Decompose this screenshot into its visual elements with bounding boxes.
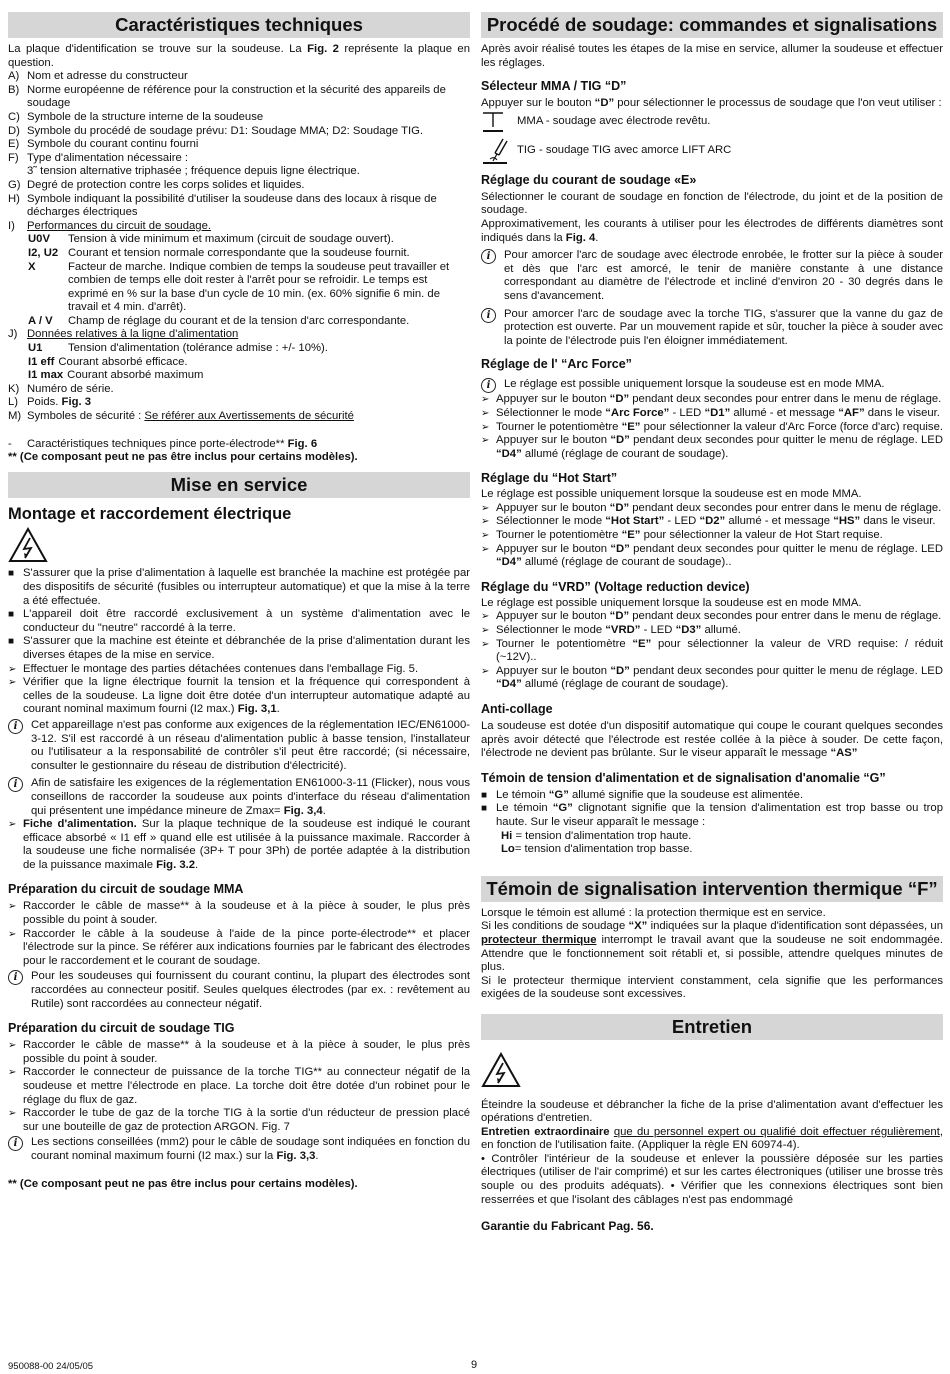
item-letter: I) — [8, 219, 15, 232]
item-letter: F) — [8, 151, 19, 164]
vrd-list — [481, 610, 943, 692]
note-component: ** (Ce composant peut ne pas être inclus pour certains modèles). — [8, 451, 358, 464]
fiche-text: Fiche d'alimentation. Sur la plaque technique de la soudeuse est indiqué le courant efficace absorbé « I1 eff » quand elle est utilisée à la puissance maximale. Raccorder à la soudeuse une fiche normalisée (3P+ T pour 3Ph) de portée adaptée à la distribution de la puissance maximale Fig. 3.2. — [23, 818, 470, 871]
heading-courant: Réglage du courant de soudage «E» — [481, 172, 697, 187]
bullet-marker: ➢ — [8, 1108, 17, 1120]
tig-list — [8, 1039, 470, 1134]
bullet-marker: ➢ — [8, 677, 17, 689]
item-text: Poids. Fig. 3 — [27, 396, 92, 409]
perf-item — [8, 315, 470, 329]
right-column — [481, 12, 943, 1234]
cur-text: Sélectionner le courant de soudage en fonction de l'électrode, du joint et de la position de soudage. — [481, 190, 943, 217]
bullet-marker: ➢ — [8, 1040, 17, 1052]
bullet-text: Appuyer sur le bouton “D” pendant deux secondes pour quitter le menu de réglage. LED “D4” allumé (réglage de courant de soudage). — [496, 664, 943, 691]
item-text: Symbole du procédé de soudage prévu: D1: Soudage MMA; D2: Soudage TIG. — [27, 124, 424, 137]
pince-text: Caractéristiques techniques pince porte-électrode** Fig. 6 — [27, 437, 318, 450]
list-item — [8, 1107, 470, 1134]
info-note — [481, 249, 943, 303]
info-note — [8, 1136, 470, 1163]
bullet-text: Sélectionner le mode “Hot Start” - LED “D2” allumé - et message “HS” dans le viseur. — [496, 515, 936, 528]
info-text: Les sections conseillées (mm2) pour le câble de soudage sont indiquées en fonction du courant nominal maximum fourni (I2 max.) sur la Fig. 3,3. — [31, 1136, 470, 1162]
perf-item — [8, 261, 470, 315]
line-key: I1 max — [28, 369, 64, 382]
cur-text: Approximativement, les courants à utiliser pour les électrodes de différents diamètres sont indiqués dans la Fig. 4. — [481, 217, 943, 244]
section-title-caracteristiques: Caractéristiques techniques — [8, 12, 470, 38]
list-item — [8, 111, 470, 125]
item-letter: B) — [8, 83, 20, 96]
bullet-marker: ■ — [8, 568, 15, 580]
line-text: Courant absorbé efficace. — [58, 355, 188, 368]
temoin-text: Le témoin “G” clignotant signifie que la tension d'alimentation est trop basse ou trop haute. Sur le viseur apparaît le message : — [496, 802, 943, 828]
item-text: 3˜ tension alternative triphasée ; fréquence depuis ligne électrique. — [27, 165, 360, 178]
line-text: Courant absorbé maximum — [67, 369, 204, 382]
section-title-thermique: Témoin de signalisation intervention thermique “F” — [481, 876, 943, 902]
heading-anti-collage: Anti-collage — [481, 702, 553, 716]
info-icon: i — [8, 1136, 23, 1151]
info-icon: i — [481, 308, 496, 323]
list-item — [8, 635, 470, 662]
bullet-marker: ➢ — [481, 502, 490, 514]
bullet-text: Effectuer le montage des parties détachées contenues dans l'emballage Fig. 5. — [23, 662, 419, 675]
alimentation-list — [8, 342, 470, 383]
list-item: ■ Le témoin “G” clignotant signifie que la tension d'alimentation est trop basse ou trop haute. Sur le viseur apparaît le message : — [481, 802, 943, 828]
list-item — [8, 138, 470, 152]
info-icon: i — [8, 777, 23, 792]
item-text: Norme européenne de référence pour la construction et la sécurité des appareils de soudage — [27, 83, 446, 110]
list-item — [8, 193, 470, 220]
info-text: Pour amorcer l'arc de soudage avec électrode enrobée, le frotter sur la pièce à souder et dès que l'arc est amorcé, le tenir de manière constante à une distance correspondant au diamètre de l'électrode et incliné d'environ 20 - 30 degrés dans le sens d'avancement. — [504, 249, 943, 302]
item-letter: G) — [8, 178, 21, 191]
bullet-marker: ➢ — [481, 530, 490, 542]
list-item — [481, 624, 943, 638]
perf-key: U0V — [28, 233, 50, 246]
item-text: Symboles de sécurité : Se référer aux Avertissements de sécurité — [27, 410, 354, 423]
heading-temoin-g: Témoin de tension d'alimentation et de signalisation d'anomalie “G” — [481, 770, 886, 785]
list-item — [481, 393, 943, 407]
item-text: Données relatives à la ligne d'alimentation — [27, 328, 239, 341]
list-item — [8, 152, 470, 166]
bullet-text: Tourner le potentiomètre “E” pour sélectionner la valeur d'Arc Force (force d'arc) requise. — [496, 420, 943, 433]
list-item — [481, 529, 943, 543]
list-item — [8, 70, 470, 84]
info-text: Pour amorcer l'arc de soudage avec la torche TIG, s'assurer que la vanne du gaz de protection est ouverte. Par un mouvement rapide et sûr, toucher la pièce à souder avec la pointe de l'électrode puis l'en éloigner immédiatement. — [504, 307, 943, 347]
item-text: Symbole du courant continu fourni — [27, 138, 199, 151]
item-letter: H) — [8, 192, 20, 205]
bullet-marker: ➢ — [8, 901, 17, 913]
item-letter: M) — [8, 410, 22, 423]
info-icon: i — [481, 249, 496, 264]
bullet-text: Appuyer sur le bouton “D” pendant deux secondes pour entrer dans le menu de réglage. — [496, 393, 942, 406]
hs-intro: Le réglage est possible uniquement lorsque la soudeuse est en mode MMA. — [481, 488, 862, 501]
bullet-text: Tourner le potentiomètre “E” pour sélectionner la valeur de VRD requise: / réduit (~12V).. — [496, 637, 944, 664]
list-item — [8, 328, 470, 342]
line-key: I1 eff — [28, 355, 55, 368]
list-item — [8, 410, 470, 424]
dash-marker: - — [8, 437, 12, 450]
item-text: Nom et adresse du constructeur — [27, 70, 188, 83]
bullet-marker: ➢ — [481, 394, 490, 406]
list-item — [481, 434, 943, 461]
mma-label: MMA - soudage avec électrode revêtu. — [517, 114, 711, 127]
list-item — [8, 396, 470, 410]
list-item — [8, 383, 470, 397]
list-item — [481, 421, 943, 435]
electric-warning-icon — [481, 1052, 521, 1088]
perf-text: Champ de réglage du courant et de la tension d'arc correspondante. — [68, 314, 410, 327]
list-item — [8, 165, 470, 179]
heading-arc-force: Réglage de l' “Arc Force” — [481, 357, 632, 372]
item-letter: A) — [8, 70, 20, 83]
bullet-text: Appuyer sur le bouton “D” pendant deux secondes pour quitter le menu de réglage. LED “D4” allumé (réglage de courant de soudage). — [496, 434, 943, 460]
bullet-marker: ➢ — [481, 407, 490, 419]
list-item — [8, 179, 470, 193]
mma-list — [8, 900, 470, 968]
list-item — [481, 610, 943, 624]
heading-hot-start: Réglage du “Hot Start” — [481, 471, 618, 486]
bullet-marker: ➢ — [481, 435, 490, 447]
perf-key: A / V — [28, 314, 53, 327]
bullet-text: Raccorder le connecteur de puissance de la torche TIG** au connecteur négatif de la soudeuse et mettre l'électrode en place. La torche doit être dotée d'un robinet pour le réglage du flux de gaz. — [23, 1066, 470, 1106]
item-text: Numéro de série. — [27, 382, 114, 395]
bullet-marker: ➢ — [8, 928, 17, 940]
perf-text: Courant et tension normale correspondante que la soudeuse fournit. — [68, 246, 410, 259]
item-letter: L) — [8, 396, 19, 409]
list-item — [8, 663, 470, 677]
bullet-text: Appuyer sur le bouton “D” pendant deux secondes pour quitter le menu de réglage. LED “D4” allumé (réglage de courant de soudage).. — [496, 542, 943, 569]
bullet-text: Appuyer sur le bouton “D” pendant deux secondes pour entrer dans le menu de réglage. — [496, 610, 942, 623]
hi-line: Hi = tension d'alimentation trop haute. — [501, 829, 692, 842]
list-item — [8, 567, 470, 608]
list-item — [8, 84, 470, 111]
info-note — [481, 378, 943, 393]
item-letter: J) — [8, 328, 18, 341]
bullet-marker: ■ — [8, 636, 15, 648]
info-text: Le réglage est possible uniquement lorsque la soudeuse est en mode MMA. — [504, 378, 885, 391]
bullet-marker: ➢ — [481, 638, 490, 650]
item-letter: E) — [8, 138, 20, 151]
ent-text: Entretien extraordinaire que du personnel expert ou qualifié doit effectuer régulièrement, en fonction de l'utilisation faite. (Appliquer la règle EN 60974-4). — [481, 1125, 943, 1152]
heading-mma: Préparation du circuit de soudage MMA — [8, 882, 244, 897]
heading-tig: Préparation du circuit de soudage TIG — [8, 1021, 235, 1036]
temoin-text: Le témoin “G” allumé signifie que la soudeuse est alimentée. — [496, 788, 804, 801]
tech-items-tail — [8, 383, 470, 424]
bullet-text: S'assurer que la prise d'alimentation à laquelle est branchée la machine est protégée par des dispositifs de sécurité (fusibles ou interrupteur automatique) et que la mise à la terre a été effectuée. — [23, 567, 470, 607]
sel-text: Appuyer sur le bouton “D” pour sélectionner le processus de soudage que l'on veut utiliser : — [481, 97, 942, 110]
info-text: Pour les soudeuses qui fournissent du courant continu, la plupart des électrodes sont raccordées au connecteur positif. Seules quelques électrodes (par ex. : revêtement au Rutile) sont raccordées au connecteur négatif. — [31, 970, 470, 1010]
selector-tig — [481, 137, 943, 165]
tech-items-list — [8, 70, 470, 233]
garantie-text: Garantie du Fabricant Pag. 56. — [481, 1219, 654, 1234]
line-item — [8, 342, 470, 356]
bullet-marker: ➢ — [481, 543, 490, 555]
pince-line — [8, 438, 470, 452]
bullet-text: L'appareil doit être raccordé exclusivement à un système d'alimentation avec le conducteur du "neutre" raccordé à la terre. — [23, 608, 470, 634]
item-letter: K) — [8, 382, 20, 395]
item-letter: C) — [8, 110, 20, 123]
note-component: ** (Ce composant peut ne pas être inclus pour certains modèles). — [8, 1177, 358, 1190]
info-note — [8, 719, 470, 773]
list-item: ➢ Fiche d'alimentation. Sur la plaque technique de la soudeuse est indiqué le courant efficace absorbé « I1 eff » quand elle est utilisée à la puissance maximale. Raccorder à la soudeuse une fiche normalisée (3P+ T pour 3Ph) de portée adaptée à la distribution de la puissance maximale Fig. 3.2. — [8, 818, 470, 871]
info-icon: i — [8, 719, 23, 734]
info-note — [8, 777, 470, 818]
info-icon: i — [481, 378, 496, 393]
item-text: Symbole de la structure interne de la soudeuse — [27, 110, 264, 123]
bullet-marker: ➢ — [481, 625, 490, 637]
item-text: Performances du circuit de soudage. — [27, 219, 211, 232]
section-title-mise-en-service: Mise en service — [8, 472, 470, 498]
tech-intro: La plaque d'identification se trouve sur la soudeuse. La Fig. 2 représente la plaque en question. — [8, 43, 470, 69]
section-title-entretien: Entretien — [481, 1014, 943, 1040]
bullet-marker: ➢ — [481, 611, 490, 623]
bullet-text: Raccorder le câble à la soudeuse à l'aide de la pince porte-électrode** et placer l'électrode sur la pince. Se référer aux indications fournies par le fabricant des électrodes pour le raccordement et le courant de soudage. — [23, 927, 470, 967]
list-item — [481, 502, 943, 516]
list-item — [8, 220, 470, 234]
bullet-text: Raccorder le câble de masse** à la soudeuse et à la pièce à souder, le plus près possible du point à souder. — [23, 900, 470, 927]
list-item — [481, 407, 943, 421]
therm-text: Lorsque le témoin est allumé : la protection thermique est en service. Si les conditions de soudage “X” indiquées sur la plaque d'identification sont dépassées, un protecteur thermique interrompt le travail avant que la soudeuse ne soit endommagée. Attendre que le fonctionnement soit rétabli et, si possible, attendre quelques minutes de plus. Si le protecteur thermique intervient constamment, cela signifie que les performances exigées de la soudeuse sont excessives. — [481, 906, 943, 1001]
heading-vrd: Réglage du “VRD” (Voltage reduction device) — [481, 579, 750, 594]
bullet-marker: ➢ — [481, 516, 490, 528]
item-text: Degré de protection contre les corps solides et liquides. — [27, 178, 305, 191]
list-item — [481, 543, 943, 570]
bullet-text: Tourner le potentiomètre “E” pour sélectionner la valeur de Hot Start requise. — [496, 529, 883, 542]
info-icon: i — [8, 970, 23, 985]
bullet-text: Sélectionner le mode “Arc Force” - LED “D1” allumé - et message “AF” dans le viseur. — [496, 406, 940, 419]
left-column — [8, 12, 470, 1191]
bullet-text: Raccorder le tube de gaz de la torche TIG à la sortie d'un réducteur de pression placé sur une bouteille de gaz de protection ARGON. Fig. 7 — [23, 1107, 470, 1133]
list-item — [8, 900, 470, 927]
lo-line: Lo= tension d'alimentation trop basse. — [501, 843, 693, 856]
list-item — [481, 515, 943, 529]
section-title-procede: Procédé de soudage: commandes et signalisations — [481, 12, 943, 38]
perf-item — [8, 247, 470, 261]
ent-text: Éteindre la soudeuse et débrancher la fiche de la prise d'alimentation avant d'effectuer les opérations d'entretien. — [481, 1098, 943, 1125]
item-text: Symbole indiquant la possibilité d'utiliser la soudeuse dans des locaux à risque de décharges électriques — [27, 192, 437, 219]
list-item — [481, 638, 943, 665]
line-key: U1 — [28, 342, 43, 355]
bullet-marker: ■ — [8, 609, 15, 621]
performances-list — [8, 233, 470, 328]
line-text: Tension d'alimentation (tolérance admise : +/- 10%). — [68, 342, 328, 355]
perf-key: I2, U2 — [28, 246, 59, 259]
electric-warning-icon — [8, 527, 48, 563]
info-text: Cet appareillage n'est pas conforme aux exigences de la réglementation IEC/EN61000-3-12. S'il est raccordé à un réseau d'alimentation public à basse tension, l'installateur ou l'utilisateur a la responsabilité de contrôler s'il peut être raccordé; (si nécessaire, consulter le gestionnaire du réseau de distribution d'électricité). — [31, 718, 470, 772]
anti-text: La soudeuse est dotée d'un dispositif automatique qui coupe le courant quelques secondes après avoir détecté que l'électrode est restée collée à la pièce à souder. De cette façon, l'électrode ne devient pas brûlante. Sur le viseur apparaît le message “AS” — [481, 720, 943, 760]
ent-text: • Contrôler l'intérieur de la soudeuse et enlever la poussière déposée sur les parties électriques (utiliser de l'air comprimé) et sur les cartes électroniques (utiliser une brosse très souple ou des produits adéquats). • Vérifier que les connexions électriques sont bien resserrées et que l'isolant des câblages n'est pas endommagé — [481, 1152, 943, 1206]
heading-selecteur: Sélecteur MMA / TIG “D” — [481, 79, 627, 94]
heading-montage: Montage et raccordement électrique — [8, 504, 292, 523]
list-item — [481, 665, 943, 692]
info-note — [8, 970, 470, 1011]
item-text: Type d'alimentation nécessaire : — [27, 151, 189, 164]
list-item: ■ Le témoin “G” allumé signifie que la soudeuse est alimentée. — [481, 789, 943, 803]
perf-text: Tension à vide minimum et maximum (circuit de soudage ouvert). — [68, 233, 394, 246]
mma-electrode-icon — [481, 109, 517, 135]
line-item — [8, 369, 470, 383]
list-item — [8, 1066, 470, 1107]
perf-key: X — [28, 260, 36, 273]
item-letter — [8, 165, 27, 179]
tig-torch-icon — [481, 137, 517, 165]
perf-item — [8, 233, 470, 247]
bullet-text: Sélectionner le mode “VRD” - LED “D3” allumé. — [496, 624, 741, 637]
list-item — [8, 1039, 470, 1066]
bullet-text: Appuyer sur le bouton “D” pendant deux secondes pour entrer dans le menu de réglage. — [496, 501, 942, 514]
doc-code: 950088-00 24/05/05 — [8, 1361, 94, 1372]
bullet-marker: ➢ — [481, 665, 490, 677]
perf-text: Facteur de marche. Indique combien de temps la soudeuse peut travailler et combien de temps elle doit rester à l'arrêt pour se refroidir. Le temps est exprimé en % sur la base d'un cycle de 10 min. (ex. 60% signifie 6 min. de travail et 4 min. d'arrêt). — [68, 260, 450, 314]
selector-mma — [481, 109, 943, 135]
bullet-marker: ➢ — [8, 1067, 17, 1079]
bullet-text: S'assurer que la machine est éteinte et débranchée de la prise d'alimentation durant les diverses étapes de la mise en service. — [23, 635, 470, 661]
list-item — [8, 676, 470, 717]
tig-label: TIG - soudage TIG avec amorce LIFT ARC — [517, 143, 732, 156]
vrd-intro: Le réglage est possible uniquement lorsque la soudeuse est en mode MMA. — [481, 596, 862, 609]
bullet-text: Raccorder le câble de masse** à la soudeuse et à la pièce à souder, le plus près possible du point à souder. — [23, 1039, 470, 1065]
list-item — [8, 125, 470, 139]
line-item — [8, 356, 470, 370]
list-item — [8, 928, 470, 969]
list-item — [8, 608, 470, 635]
montage-list — [8, 567, 470, 717]
item-letter: D) — [8, 124, 20, 137]
page-number: 9 — [471, 1359, 478, 1371]
info-note — [481, 308, 943, 349]
arc-force-list — [481, 393, 943, 461]
info-text: Afin de satisfaire les exigences de la réglementation EN61000-3-11 (Flicker), nous vous conseillons de raccorder la soudeuse aux points d'interface du réseau d'alimentation qui présentent une impédance mineure de Zmax= Fig. 3,4. — [31, 777, 470, 817]
bullet-marker: ➢ — [8, 663, 17, 675]
proc-intro: Après avoir réalisé toutes les étapes de la mise en service, allumer la soudeuse et effectuer les réglages. — [481, 43, 943, 69]
hot-start-list — [481, 502, 943, 570]
bullet-text: Vérifier que la ligne électrique fournit la tension et la fréquence qui correspondent à celles de la soudeuse. La ligne doit être dotée d'un interrupteur automatique adapté au courant nominal maximum fourni (I2 max.) Fig. 3,1. — [23, 676, 470, 716]
bullet-marker: ➢ — [481, 421, 490, 433]
